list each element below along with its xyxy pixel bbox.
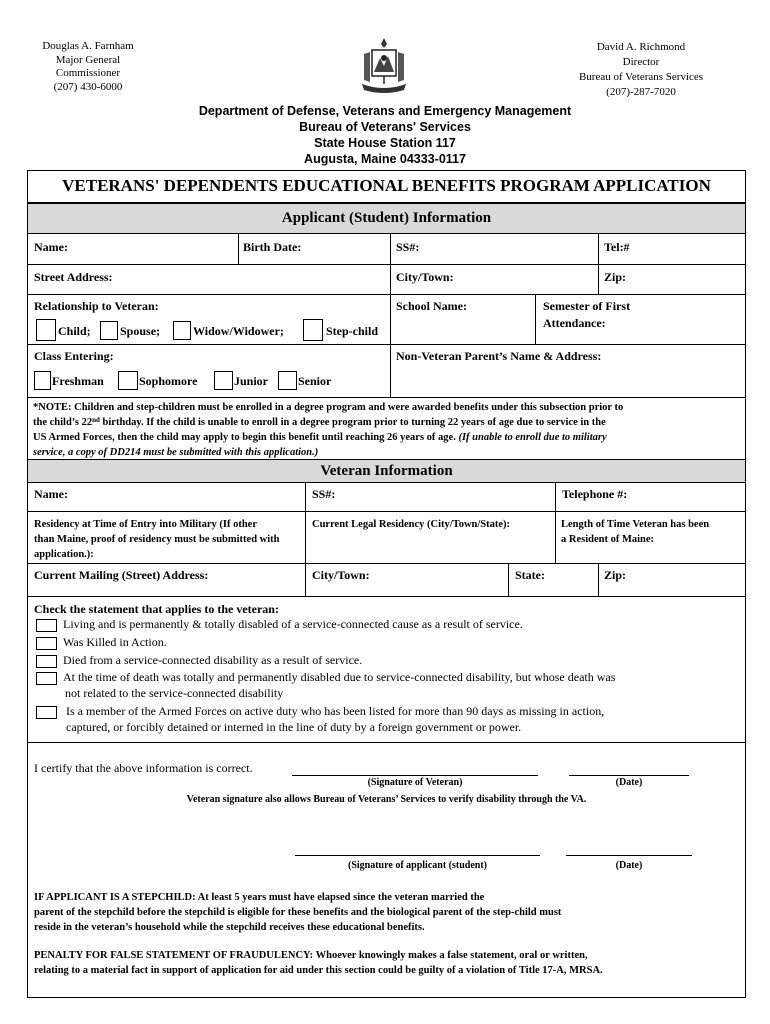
mailing-address-field[interactable]: Current Mailing (Street) Address: <box>34 568 209 582</box>
state-seal-icon <box>358 36 410 94</box>
eligibility-note <box>33 400 745 460</box>
relationship-label: Relationship to Veteran: <box>34 299 159 313</box>
residency-line-1: Residency at Time of Entry into Military (If other <box>34 519 257 530</box>
department-address <box>150 103 620 167</box>
note-line-4-italic: service, a copy of DD214 must be submitted with this application.) <box>33 447 319 458</box>
note-line-3-italic: (If unable to enroll due to military <box>458 432 607 443</box>
widow-label: Widow/Widower; <box>193 324 284 338</box>
applicant-ss-field[interactable]: SS#: <box>396 240 420 254</box>
class-entering-label: Class Entering: <box>34 349 114 363</box>
statement-mia-2: captured, or forcibly detained or interned in the line of duty by a foreign government or power. <box>66 720 522 734</box>
director-bureau: Bureau of Veterans Services <box>578 71 704 83</box>
director-phone: (207)-287-7020 <box>606 86 676 98</box>
commissioner-name: Douglas A. Farnham <box>42 40 134 52</box>
applicant-date-line[interactable] <box>566 855 692 856</box>
semester-field-line2: Attendance: <box>543 316 606 330</box>
penalty-statement <box>34 948 603 978</box>
applicant-section-heading: Applicant (Student) Information <box>28 203 745 234</box>
death-disabled-checkbox[interactable] <box>36 672 57 685</box>
veteran-signature-line[interactable] <box>292 775 538 776</box>
widow-checkbox[interactable] <box>173 321 191 340</box>
stepchild-line-3: reside in the veteran’s household while the stepchild receives these educational benefits. <box>34 922 425 933</box>
statement-death-disabled-1: At the time of death was totally and permanently disabled due to service-connected disability, but whose death was <box>63 670 616 684</box>
note-superscript: nd <box>92 416 100 424</box>
department-name: Department of Defense, Veterans and Emergency Management <box>198 104 572 118</box>
junior-checkbox[interactable] <box>214 371 233 390</box>
veteran-signature-caption: (Signature of Veteran) <box>367 777 463 788</box>
statement-mia-1: Is a member of the Armed Forces on active duty who has been listed for more than 90 days as missing in action, <box>66 704 605 718</box>
residency-line-3: application.): <box>34 549 94 560</box>
commissioner-phone: (207) 430-6000 <box>53 80 123 93</box>
note-line-1: *NOTE: Children and step-children must be enrolled in a degree program and were awarded benefits under this subsection prior to <box>33 402 624 413</box>
mia-checkbox[interactable] <box>36 706 57 719</box>
child-checkbox[interactable] <box>36 319 56 341</box>
stepchild-rule <box>34 890 561 935</box>
veteran-name-field[interactable]: Name: <box>34 487 68 501</box>
form-title: VETERANS' DEPENDENTS EDUCATIONAL BENEFITS PROGRAM APPLICATION <box>28 171 745 203</box>
child-label: Child; <box>58 324 91 338</box>
commissioner-block <box>28 40 148 94</box>
statement-disabled: Living and is permanently & totally disabled of a service-connected cause as a result of service. <box>63 617 523 631</box>
residency-line-2: than Maine, proof of residency must be submitted with <box>34 534 280 545</box>
penalty-line-2: relating to a material fact in support of application for aid under this section could be guilty of a violation of Title 17-A, MRSA. <box>34 965 603 976</box>
school-name-field[interactable]: School Name: <box>396 299 467 313</box>
applicant-date-caption: (Date) <box>615 860 643 871</box>
stepchild-line-1: IF APPLICANT IS A STEPCHILD: At least 5 years must have elapsed since the veteran married the <box>34 892 485 903</box>
statement-died: Died from a service-connected disability as a result of service. <box>63 653 363 667</box>
note-line-2a: the child’s 22 <box>33 417 93 428</box>
senior-label: Senior <box>298 374 332 388</box>
penalty-line-1: PENALTY FOR FALSE STATEMENT OF FRAUDULENCY: Whoever knowingly makes a false statement, oral or written, <box>34 950 588 961</box>
killed-checkbox[interactable] <box>36 637 57 650</box>
spouse-label: Spouse; <box>120 324 161 338</box>
non-veteran-parent-field[interactable]: Non-Veteran Parent’s Name & Address: <box>396 349 602 363</box>
applicant-birth-date-field[interactable]: Birth Date: <box>243 240 302 254</box>
veteran-section-heading: Veteran Information <box>28 459 745 483</box>
stepchild-line-2: parent of the stepchild before the stepchild is eligible for these benefits and the biological parent of the step-child must <box>34 907 562 918</box>
veteran-date-line[interactable] <box>569 775 689 776</box>
va-verification-note: Veteran signature also allows Bureau of Veterans’ Services to verify disability through the VA. <box>186 794 587 805</box>
applicant-tel-field[interactable]: Tel:# <box>604 240 630 254</box>
check-statement-heading: Check the statement that applies to the veteran: <box>34 602 279 616</box>
semester-field-line1[interactable]: Semester of First <box>543 299 631 313</box>
length-line-2: a Resident of Maine: <box>561 534 655 545</box>
spouse-checkbox[interactable] <box>100 321 118 340</box>
veteran-date-caption: (Date) <box>615 777 643 788</box>
director-block <box>560 40 722 100</box>
legal-residency-field[interactable]: Current Legal Residency (City/Town/State): <box>312 519 511 530</box>
died-checkbox[interactable] <box>36 655 57 668</box>
statement-death-disabled-2: not related to the service-connected disability <box>65 686 284 700</box>
freshman-label: Freshman <box>52 374 104 388</box>
veteran-zip-field[interactable]: Zip: <box>604 568 627 582</box>
applicant-street-field[interactable]: Street Address: <box>34 270 113 284</box>
freshman-checkbox[interactable] <box>34 371 51 390</box>
application-form <box>27 170 746 998</box>
applicant-name-field[interactable]: Name: <box>34 240 68 254</box>
stepchild-checkbox[interactable] <box>303 319 323 341</box>
veteran-state-field[interactable]: State: <box>515 568 545 582</box>
disabled-checkbox[interactable] <box>36 619 57 632</box>
sophomore-checkbox[interactable] <box>118 371 138 390</box>
bureau-name: Bureau of Veterans' Services <box>299 120 471 134</box>
commissioner-title: Commissioner <box>55 67 121 79</box>
veteran-ss-field[interactable]: SS#: <box>312 487 336 501</box>
veteran-phone-field[interactable]: Telephone #: <box>562 487 628 501</box>
city-state-zip: Augusta, Maine 04333-0117 <box>304 152 466 166</box>
note-line-2b: birthday. If the child is unable to enroll in a degree program prior to turning 22 years of age due to service in the <box>99 417 606 428</box>
residency-entry-field[interactable] <box>34 517 280 562</box>
statement-killed: Was Killed in Action. <box>63 635 167 649</box>
station: State House Station 117 <box>314 136 456 150</box>
maine-residency-length-field[interactable] <box>561 517 709 547</box>
veteran-city-field[interactable]: City/Town: <box>312 568 370 582</box>
certify-statement: I certify that the above information is correct. <box>34 761 253 775</box>
note-line-3a: US Armed Forces, then the child may apply to begin this benefit until reaching 26 years of age. <box>33 432 459 443</box>
applicant-signature-line[interactable] <box>295 855 540 856</box>
stepchild-label: Step-child <box>326 324 379 338</box>
sophomore-label: Sophomore <box>139 374 198 388</box>
applicant-zip-field[interactable]: Zip: <box>604 270 627 284</box>
commissioner-rank: Major General <box>55 53 121 66</box>
senior-checkbox[interactable] <box>278 371 297 390</box>
length-line-1: Length of Time Veteran has been <box>561 519 710 530</box>
director-title: Director <box>622 56 660 68</box>
director-name: David A. Richmond <box>596 41 686 53</box>
applicant-signature-caption: (Signature of applicant (student) <box>348 860 487 871</box>
junior-label: Junior <box>234 374 269 388</box>
applicant-city-field[interactable]: City/Town: <box>396 270 454 284</box>
